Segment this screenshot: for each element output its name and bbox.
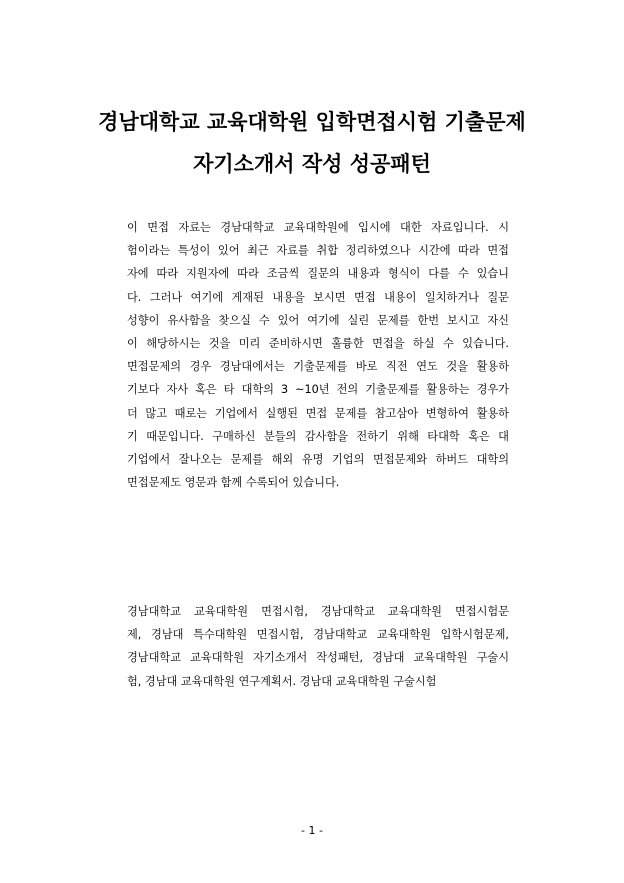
paragraph-line: 경남대학교 교육대학원 자기소개서 작성패턴, 경남대 교육대학원 구술시 (127, 651, 509, 665)
paragraph-line: 경남대학교 교육대학원 면접시험, 경남대학교 교육대학원 면접시험문 (127, 605, 509, 618)
paragraph-line: 더 많고 때로는 기업에서 실행된 면접 문제를 참고삼아 변형하여 활용하 (127, 406, 509, 420)
paragraph-line: 면접문제도 영문과 함께 수록되어 있습니다. (127, 476, 340, 490)
paragraph-line: 다. 그러나 여기에 게재된 내용을 보시면 면접 내용이 일치하거나 질문 (127, 290, 509, 304)
document-title: 경남대학교 교육대학원 입학면접시험 기출문제 (98, 110, 526, 134)
paragraph-line: 자에 따라 지원자에 따라 조금씩 질문의 내용과 형식이 다를 수 있습니 (127, 267, 509, 281)
paragraph-line: 성향이 유사함을 찾으실 수 있어 여기에 실린 문제를 한번 보시고 자신 (127, 313, 509, 327)
page-number: - 1 - (301, 824, 323, 837)
paragraph-line: 기업에서 잘나오는 문제를 해외 유명 기업의 면접문제와 하버드 대학의 (127, 452, 509, 466)
paragraph-line: 기 때문입니다. 구매하신 분들의 감사함을 전하기 위해 타대학 혹은 대 (127, 429, 509, 443)
paragraph-line: 험이라는 특성이 있어 최근 자료를 취합 정리하였으나 시간에 따라 면접 (127, 244, 509, 258)
keywords-paragraph (127, 600, 509, 693)
intro-paragraph (127, 216, 509, 494)
paragraph-line: 이 해당하시는 것을 미리 준비하시면 훌륭한 면접을 하실 수 있습니다. (127, 336, 509, 350)
paragraph-line: 면접문제의 경우 경남대에서는 기출문제를 바로 직전 연도 것을 활용하 (127, 360, 509, 374)
paragraph-line: 기보다 자사 혹은 타 대학의 3 ~10년 전의 기출문제를 활용하는 경우가 (127, 383, 509, 397)
document-subtitle: 자기소개서 작성 성공패턴 (193, 152, 431, 176)
paragraph-line: 제, 경남대 특수대학원 면접시험, 경남대학교 교육대학원 입학시험문제, (127, 628, 509, 642)
paragraph-line: 험, 경남대 교육대학원 연구계획서. 경남대 교육대학원 구술시험 (127, 674, 437, 688)
paragraph-line: 이 면접 자료는 경남대학교 교육대학원에 입시에 대한 자료입니다. 시 (127, 221, 509, 234)
